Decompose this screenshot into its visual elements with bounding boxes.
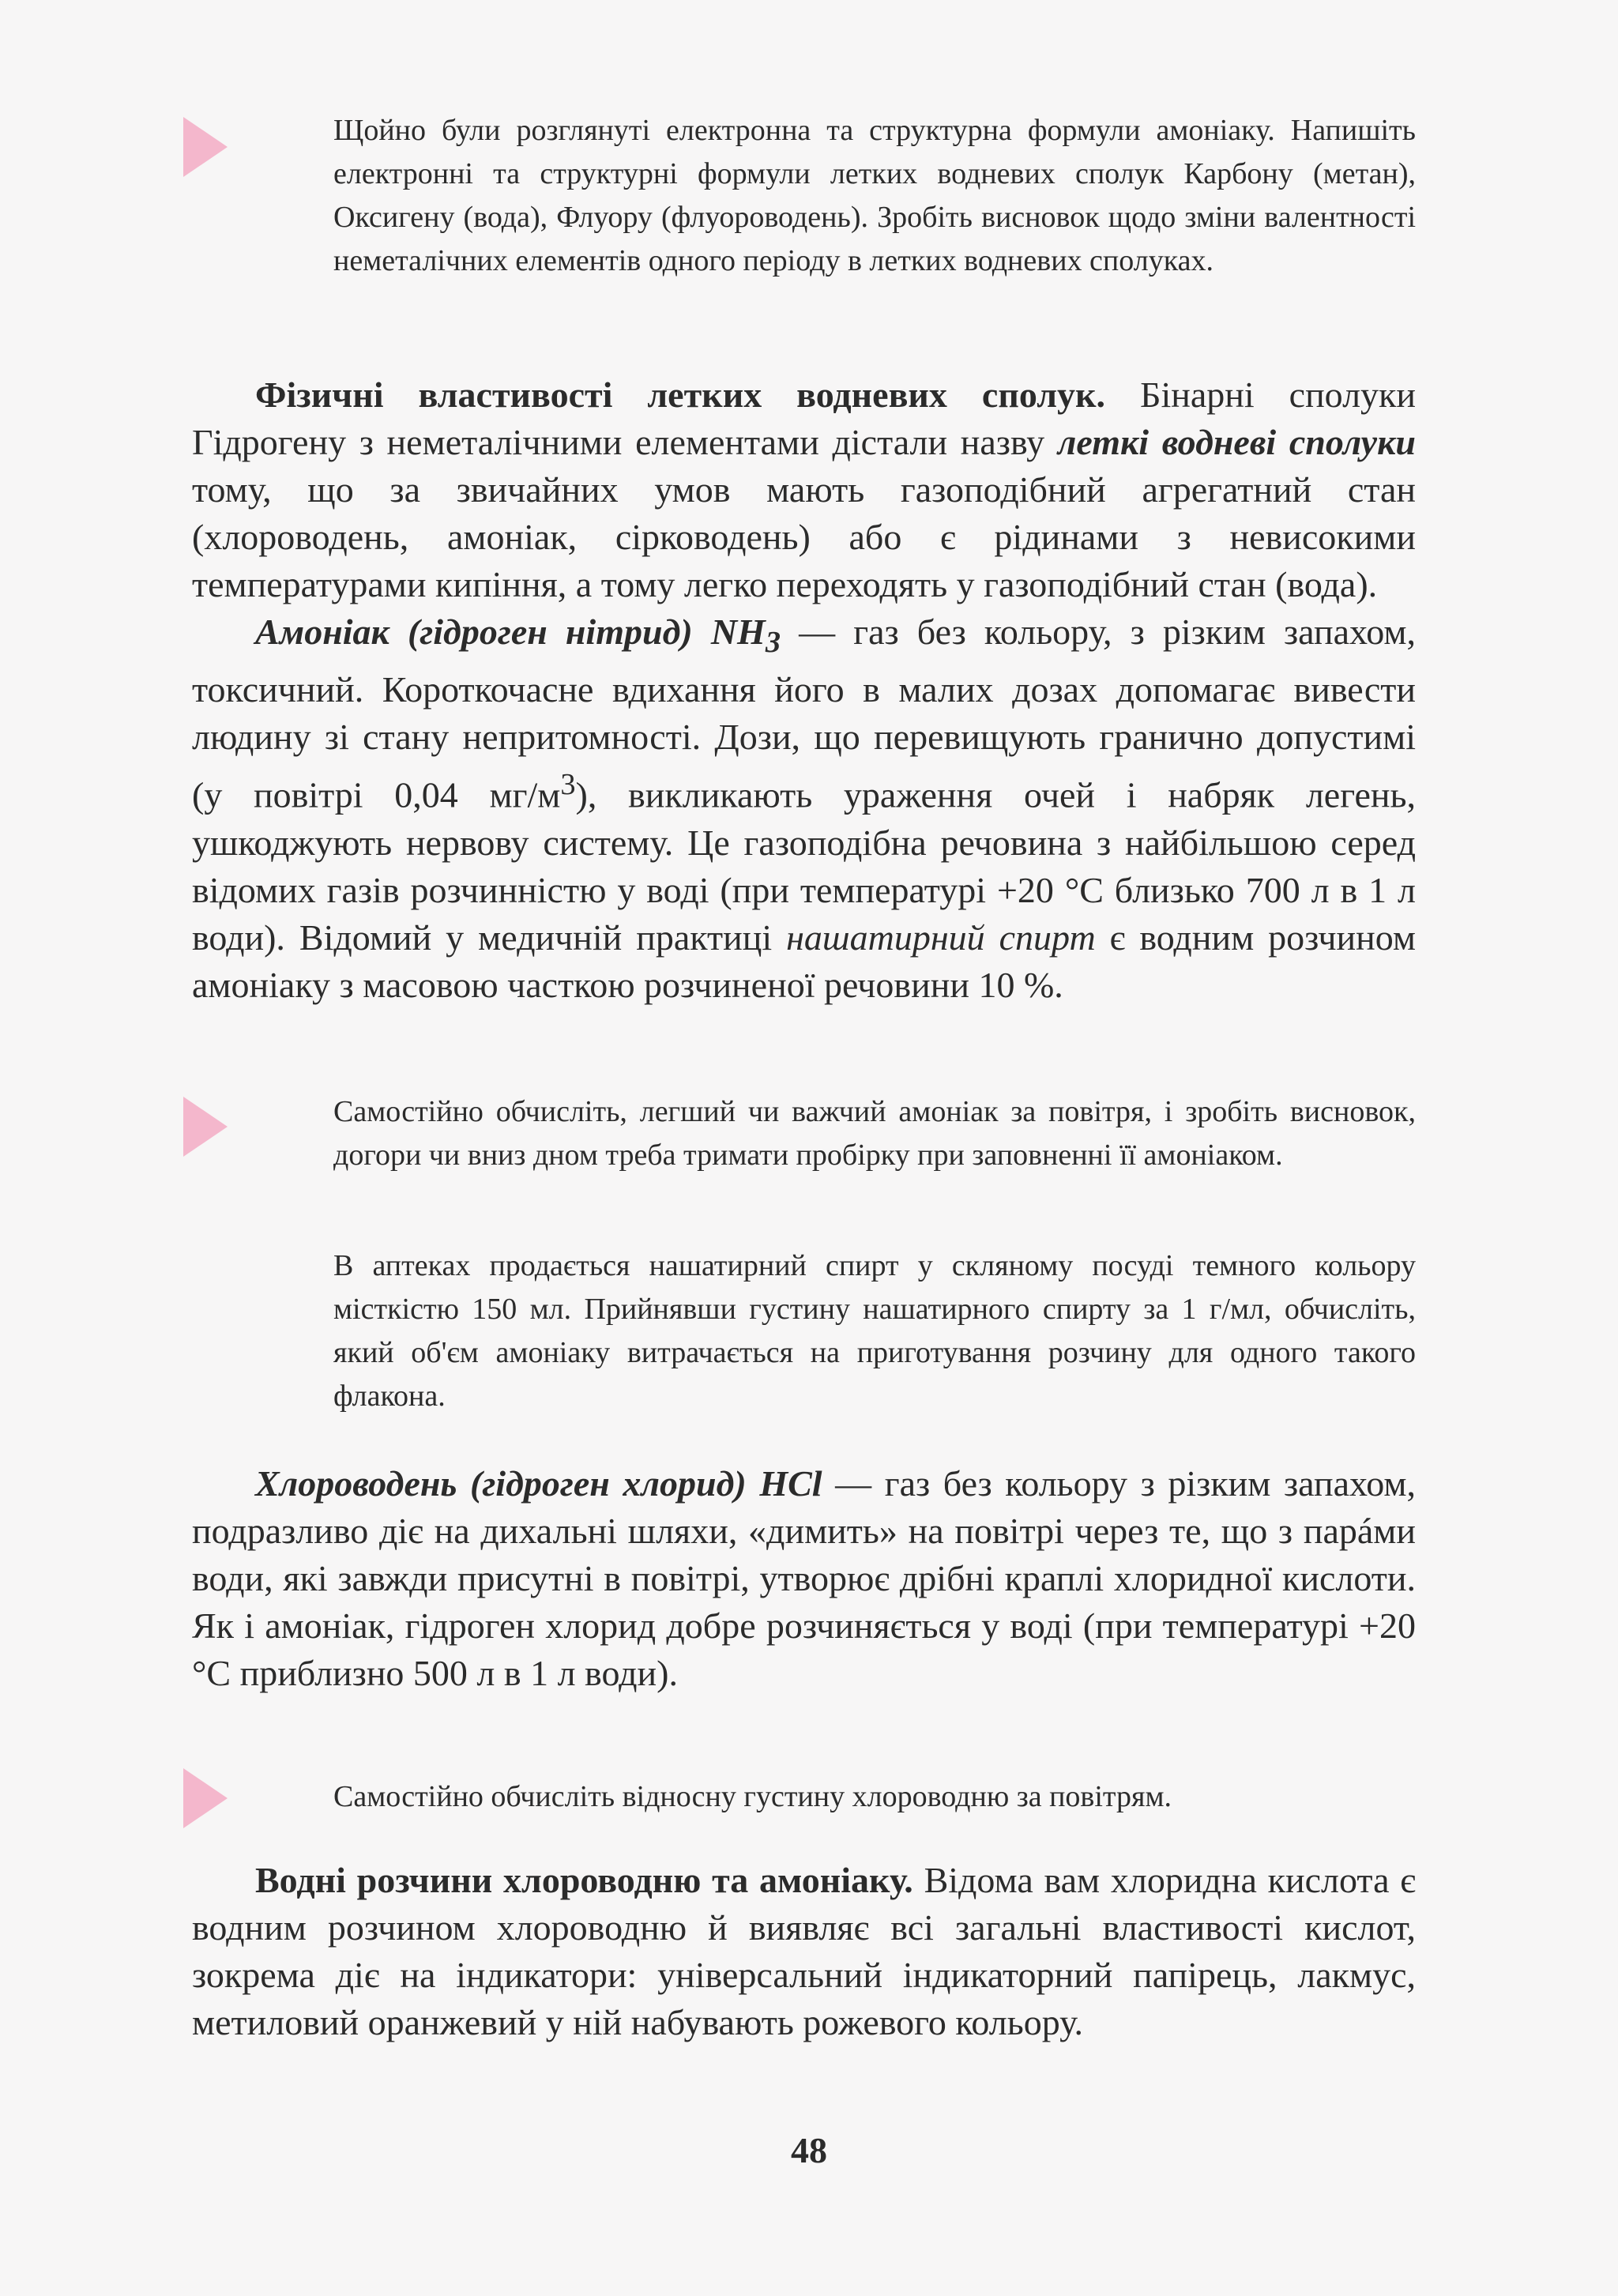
- task-box-2: [333, 1090, 1416, 1177]
- section-heading: Водні розчини хлороводню та амоніаку.: [255, 1860, 913, 1900]
- paragraph-physical-properties: Фізичні властивості летких водневих сполук. Бінарні сполуки Гідрогену з неметалічними елементами дістали назву леткі водневі сполуки тому, що за звичайних умов мають газоподібний агрегатний стан (хлороводень, амоніак, сірководень) або є рідинами з невисокими температурами кипіння, а тому легко переходять у газоподібний стан (вода).: [192, 375, 1417, 604]
- body-section-1: [192, 371, 1416, 1009]
- substance-heading: Хлороводень (гідроген хлорид) HCl: [255, 1463, 822, 1504]
- body-section-3: [192, 1857, 1416, 2046]
- task-box-3: [333, 1244, 1416, 1418]
- page-number: 48: [791, 2130, 827, 2170]
- paragraph-ammonia: Амоніак (гідроген нітрид) $NH_3$ — газ без кольору, з різким запахом, токсичний. Короткочасне вдихання його в малих дозах допомагає вивести людину зі стану непритомності. Дози, що перевищують гранично допустимі (у повітрі 0,04 $мг/м^3$), викликають ураження очей і набряк легень, ушкоджують нервову систему. Це газоподібна речовина з найбільшою серед відомих газів розчинністю у воді (при температурі +20 °С близько 700 л в 1 л води). Відомий у медичній практиці нашатирний спирт є водним розчином амоніаку з масовою часткою розчиненої речовини 10 %.: [192, 612, 1417, 1005]
- term: нашатирний спирт: [786, 917, 1096, 958]
- task-box-4: [333, 1775, 1416, 1819]
- task-text: Самостійно обчисліть відносну густину хлороводню за повітрям.: [333, 1780, 1172, 1813]
- task-box-1: [333, 109, 1416, 283]
- task-text: Самостійно обчисліть, легший чи важчий амоніак за повітря, і зробіть висновок, догори чи вниз дном треба тримати пробірку при заповненні її амоніаком.: [333, 1095, 1416, 1172]
- task-text: В аптеках продається нашатирний спирт у скляному посуді темного кольору місткістю 150 мл. Прийнявши густину нашатирного спирту за 1 г/мл, обчисліть, який об'єм амоніаку витрачається на приготування розчину для одного такого флакона.: [333, 1249, 1416, 1413]
- task-marker-icon: [183, 117, 228, 177]
- section-heading: Фізичні властивості летких водневих сполук.: [255, 375, 1106, 415]
- task-marker-icon: [183, 1768, 228, 1828]
- substance-heading: Амоніак (гідроген нітрид) $NH_3$: [255, 612, 781, 660]
- task-marker-icon: [183, 1097, 228, 1157]
- body-section-2: [192, 1460, 1416, 1697]
- term: леткі водневі сполуки: [1057, 422, 1416, 462]
- paragraph-hcl: Хлороводень (гідроген хлорид) HCl — газ без кольору з різким запахом, подразливо діє на дихальні шляхи, «димить» на повітрі через те, що з парáми води, які завжди присутні в повітрі, утворює дрібні краплі хлоридної кислоти. Як і амоніак, гідроген хлорид добре розчиняється у воді (при температурі +20 °С приблизно 500 л в 1 л води).: [192, 1463, 1416, 1693]
- task-text: Щойно були розглянуті електронна та структурна формули амоніаку. Напишіть електронні та структурні формули летких водневих сполук Карбону (метан), Оксигену (вода), Флуору (флуороводень). Зробіть висновок щодо зміни валентності неметалічних елементів одного періоду в летких водневих сполуках.: [333, 114, 1416, 277]
- paragraph-solutions: Водні розчини хлороводню та амоніаку. Відома вам хлоридна кислота є водним розчином хлороводню й виявляє всі загальні властивості кислот, зокрема діє на індикатори: універсальний індикаторний папірець, лакмус, метиловий оранжевий у ній набувають рожевого кольору.: [192, 1860, 1416, 2042]
